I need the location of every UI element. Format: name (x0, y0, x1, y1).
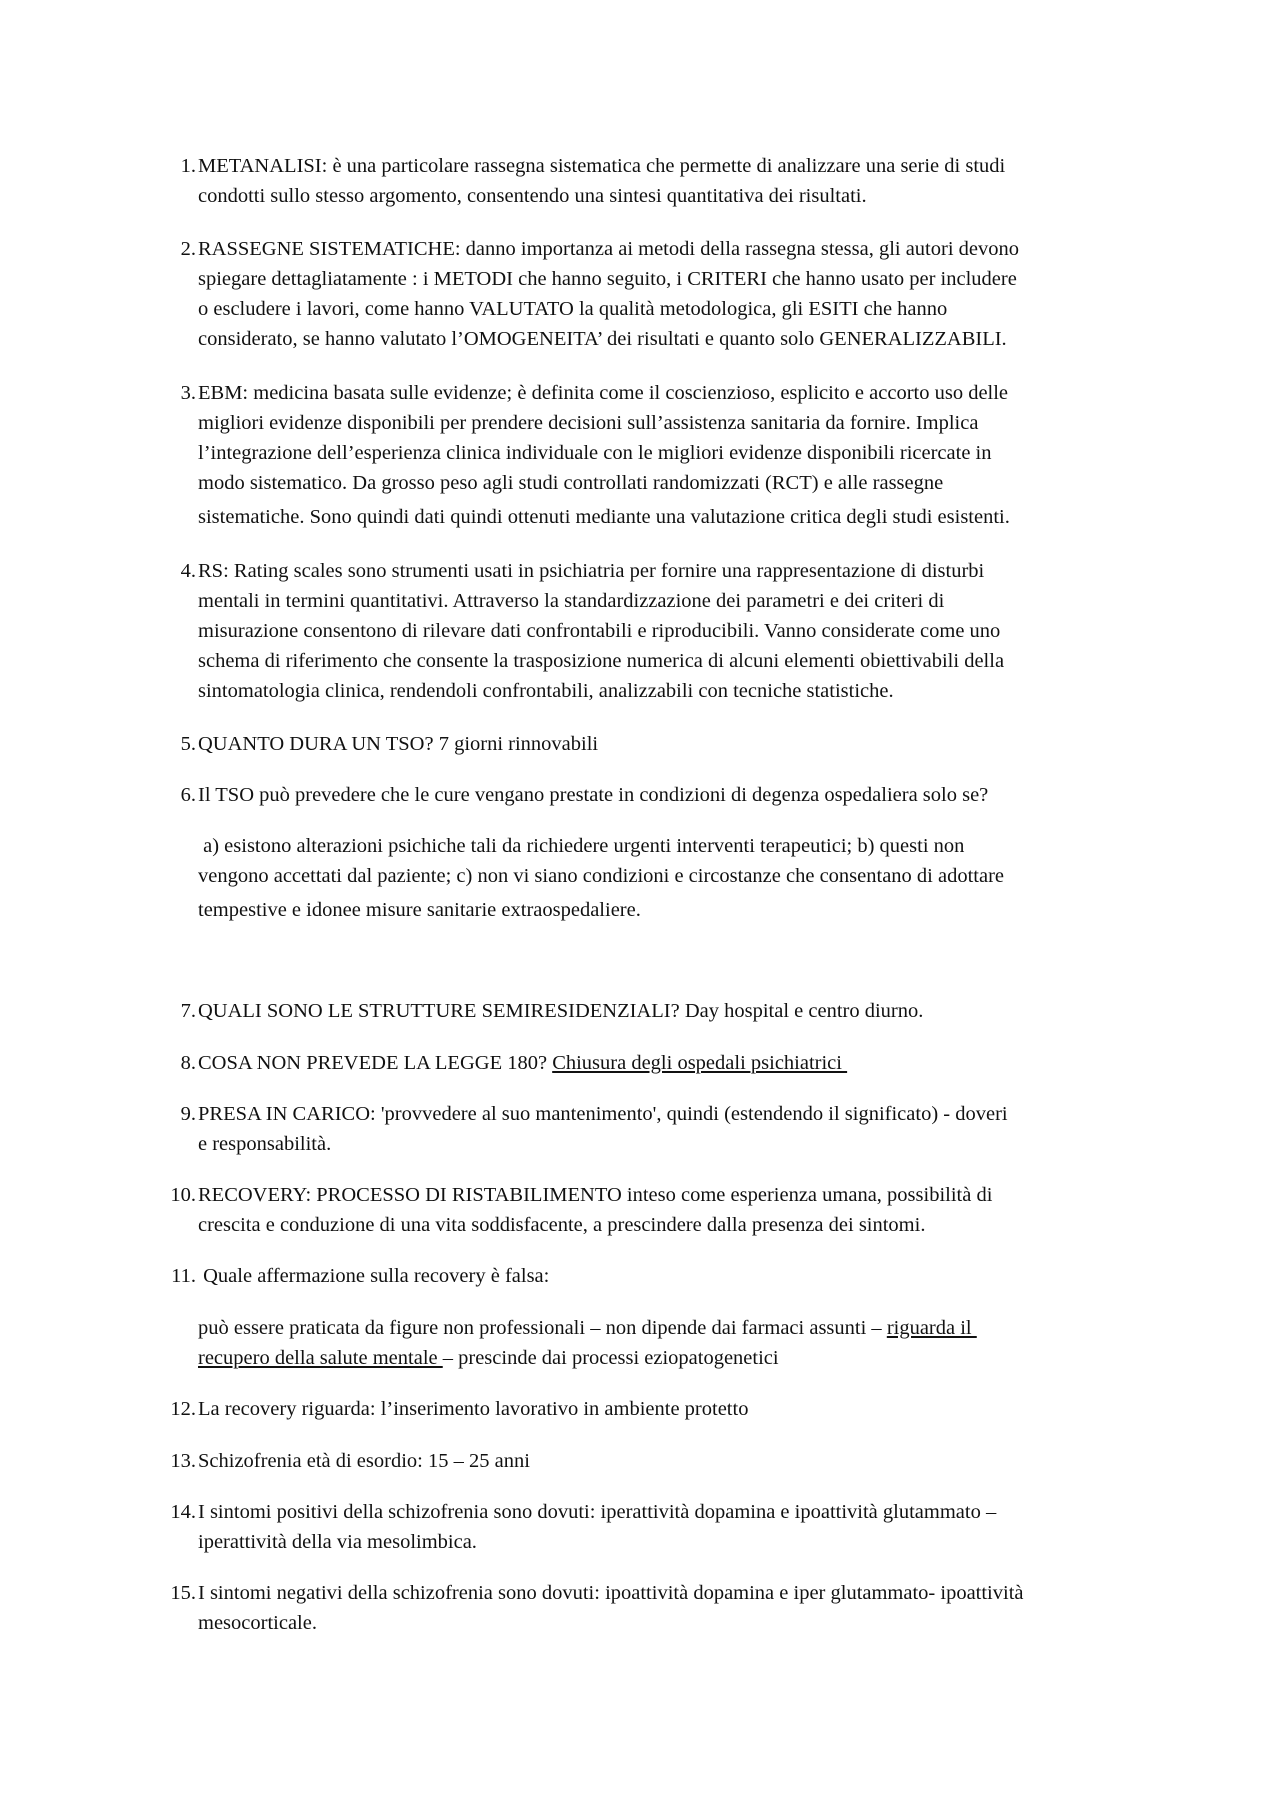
item-number: 4 . (156, 556, 196, 586)
text-line: a) esistono alterazioni psichiche tali da richiedere urgenti interventi terapeutici; b) questi non (198, 835, 965, 857)
item-number: 14 . (156, 1497, 196, 1527)
item-6-answer (198, 831, 1158, 925)
item-11-answer (198, 1313, 1158, 1373)
text-line: sistematiche. Sono quindi dati quindi ottenuti mediante una valutazione critica degli studi esistenti. (198, 506, 1010, 528)
text-line: PRESA IN CARICO: 'provvedere al suo mantenimento', quindi (estendendo il significato) - doveri (198, 1103, 1008, 1125)
item-text (198, 556, 1198, 706)
text-line: misurazione consentono di rilevare dati confrontabili e riproducibili. Vanno considerate come uno (198, 620, 1001, 642)
item-number: 11 . (156, 1261, 196, 1291)
text-line: iperattività della via mesolimbica. (198, 1531, 477, 1553)
text-line: modo sistematico. Da grosso peso agli studi controllati randomizzati (RCT) e alle rassegne (198, 472, 944, 494)
item-text (198, 996, 1198, 1026)
text-line: mentali in termini quantitativi. Attraverso la standardizzazione dei parametri e dei criteri di (198, 590, 945, 612)
item-text (198, 780, 1198, 810)
text-line: spiegare dettagliatamente : i METODI che hanno seguito, i CRITERI che hanno usato per includere (198, 268, 1017, 290)
item-text (198, 1497, 1198, 1557)
item-number: 15 . (156, 1578, 196, 1608)
answer-option-text: può essere praticata da figure non professionali – non dipende dai farmaci assunti – (198, 1317, 887, 1339)
question-text: COSA NON PREVEDE LA LEGGE 180? (198, 1052, 553, 1074)
text-line: Quale affermazione sulla recovery è falsa: (198, 1265, 550, 1287)
answer-underlined: riguarda il (886, 1317, 977, 1339)
item-text (198, 1578, 1198, 1638)
item-text (198, 1180, 1198, 1240)
item-text (198, 234, 1198, 354)
text-line: QUANTO DURA UN TSO? 7 giorni rinnovabili (198, 733, 599, 755)
text-line: e responsabilità. (198, 1133, 332, 1155)
text-line: condotti sullo stesso argomento, consentendo una sintesi quantitativa dei risultati. (198, 185, 867, 207)
text-line: RECOVERY: PROCESSO DI RISTABILIMENTO inteso come esperienza umana, possibilità di (198, 1184, 993, 1206)
text-line: l’integrazione dell’esperienza clinica individuale con le migliori evidenze disponibili ricercate in (198, 442, 992, 464)
text-line: La recovery riguarda: l’inserimento lavorativo in ambiente protetto (198, 1398, 749, 1420)
item-text (198, 1394, 1198, 1424)
text-line: migliori evidenze disponibili per prendere decisioni sull’assistenza sanitaria da fornire. Implica (198, 412, 979, 434)
text-line: RS: Rating scales sono strumenti usati in psichiatria per fornire una rappresentazione di disturbi (198, 560, 985, 582)
text-line: mesocorticale. (198, 1612, 317, 1634)
item-text (198, 1048, 1198, 1078)
text-line: crescita e conduzione di una vita soddisfacente, a prescindere dalla presenza dei sintomi. (198, 1214, 926, 1236)
text-line: EBM: medicina basata sulle evidenze; è definita come il coscienzioso, esplicito e accorto uso delle (198, 382, 1009, 404)
item-text (198, 1099, 1198, 1159)
item-number: 3 . (156, 378, 196, 408)
text-line: o escludere i lavori, come hanno VALUTATO la qualità metodologica, gli ESITI che hanno (198, 298, 948, 320)
text-line: tempestive e idonee misure sanitarie extraospedaliere. (198, 899, 641, 921)
answer-underlined: Chiusura degli ospedali psichiatrici (552, 1052, 848, 1074)
item-text (198, 1261, 1198, 1291)
text-line: I sintomi negativi della schizofrenia sono dovuti: ipoattività dopamina e iper glutammato- ipoattività (198, 1582, 1024, 1604)
text-line (198, 1343, 1158, 1373)
item-number: 5 . (156, 729, 196, 759)
text-line: QUALI SONO LE STRUTTURE SEMIRESIDENZIALI? Day hospital e centro diurno. (198, 1000, 924, 1022)
text-line (198, 1313, 1158, 1343)
item-number: 9 . (156, 1099, 196, 1129)
item-number: 2 . (156, 234, 196, 264)
item-number: 6 . (156, 780, 196, 810)
answer-underlined: recupero della salute mentale (198, 1347, 443, 1369)
item-number: 1 . (156, 151, 196, 181)
text-line: Il TSO può prevedere che le cure vengano prestate in condizioni di degenza ospedaliera solo se? (198, 784, 989, 806)
text-line: schema di riferimento che consente la trasposizione numerica di alcuni elementi obiettivabili della (198, 650, 1005, 672)
answer-option-text: – prescinde dai processi eziopatogenetici (442, 1347, 779, 1369)
text-line: RASSEGNE SISTEMATICHE: danno importanza ai metodi della rassegna stessa, gli autori devono (198, 238, 1020, 260)
text-line: sintomatologia clinica, rendendoli confrontabili, analizzabili con tecniche statistiche. (198, 680, 894, 702)
item-number: 13 . (156, 1446, 196, 1476)
text-line: METANALISI: è una particolare rassegna sistematica che permette di analizzare una serie di studi (198, 155, 1006, 177)
item-number: 12 . (156, 1394, 196, 1424)
item-number: 7 . (156, 996, 196, 1026)
text-line: vengono accettati dal paziente; c) non vi siano condizioni e circostanze che consentano di adottare (198, 865, 1004, 887)
item-text (198, 151, 1198, 211)
text-line: I sintomi positivi della schizofrenia sono dovuti: iperattività dopamina e ipoattività glutammato – (198, 1501, 997, 1523)
item-text (198, 378, 1198, 532)
item-number: 10 . (156, 1180, 196, 1210)
text-line: Schizofrenia età di esordio: 15 – 25 anni (198, 1450, 530, 1472)
item-text (198, 729, 1198, 759)
item-text (198, 1446, 1198, 1476)
item-number: 8 . (156, 1048, 196, 1078)
text-line: considerato, se hanno valutato l’OMOGENEITA’ dei risultati e quanto solo GENERALIZZABILI. (198, 328, 1007, 350)
